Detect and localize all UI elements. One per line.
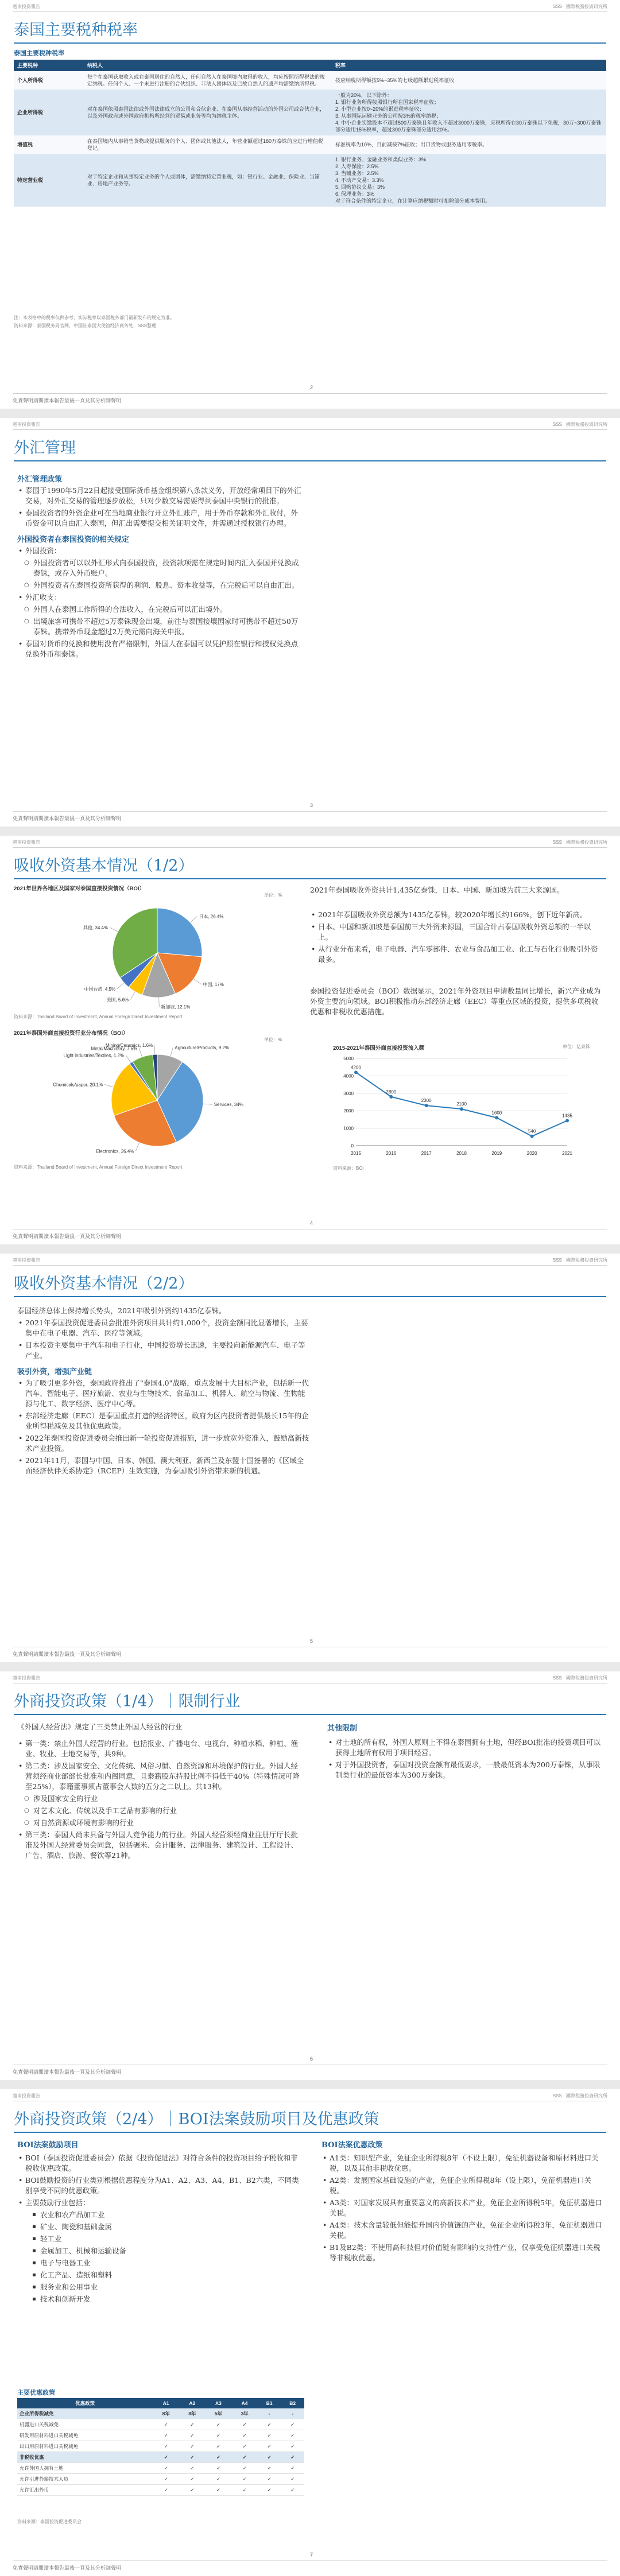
tax-table-header	[14, 60, 606, 71]
table-cell: -	[258, 2408, 281, 2419]
bullet-item: • 第一类：禁止外国人经营的行业。包括报业、广播电台、电视台、种植水稻、种植、渔业、牧业、土地交易等，共9种。	[17, 1739, 304, 1759]
data-point	[389, 1095, 393, 1099]
table-cell: 个人所得税	[14, 71, 84, 90]
other-restrictions-list	[327, 1736, 603, 1780]
column-header: A4	[231, 2398, 258, 2408]
table-cell: 出口用原材料进口关税减免	[17, 2441, 153, 2452]
pie-label: Metal/Machinery, 7.5%	[91, 1046, 138, 1052]
header-left: 越南投資報告	[13, 1258, 40, 1263]
boi-incentives-title: BOI法案优惠政策	[321, 2141, 383, 2150]
bullet-item: ○ 对自然资源或环境有影响的行业	[17, 1818, 304, 1828]
line-chart-title: 2015-2021年泰国外商直接投资流入额	[333, 1045, 425, 1052]
page-number: 2	[310, 385, 313, 390]
bullet-item: ▪ 金属加工、机械和运输设备	[17, 2246, 304, 2256]
table-cell: ✓	[179, 2485, 206, 2496]
data-point	[495, 1116, 498, 1119]
x-tick-label: 2020	[526, 1151, 537, 1156]
pie-leader-line	[110, 928, 118, 932]
table-cell: ✓	[206, 2463, 232, 2474]
page-footer	[13, 1638, 607, 1658]
pie1-unit: 单位：%	[264, 893, 282, 898]
title-rule	[14, 1714, 606, 1715]
footer-text: 免責聲明請閱讀本報告最後一頁及其分析師聲明	[13, 2069, 122, 2075]
data-point	[460, 1107, 463, 1111]
data-point	[425, 1104, 428, 1107]
table-cell: ✓	[231, 2474, 258, 2485]
bullet-item: ▪ 矿业、陶瓷和基础金属	[17, 2222, 304, 2232]
table-cell: 允许外国人拥有土地	[17, 2463, 153, 2474]
title-rule	[14, 42, 606, 44]
table-cell: ✓	[231, 2430, 258, 2441]
page-footer	[13, 802, 607, 822]
table-row	[17, 2430, 304, 2441]
y-tick-label: 5000	[343, 1056, 354, 1061]
bullet-item: • 东部经济走廊（EEC）是泰国重点打造的经济特区，政府为区内投资者提供最长15年的企业所得税减免及其他优惠政策。	[17, 1411, 310, 1431]
table-cell: 企业所得税减免	[17, 2408, 153, 2419]
bullet-item: • 主要鼓励行业包括：	[17, 2198, 304, 2208]
page-title: 吸收外资基本情况（2/2）	[14, 1275, 194, 1293]
table-cell: 8年	[179, 2408, 206, 2419]
table-cell: ✓	[281, 2485, 304, 2496]
table-cell: ✓	[179, 2474, 206, 2485]
table-cell: ✓	[231, 2485, 258, 2496]
line-chart-source: 资料来源：BOI	[333, 1166, 364, 1171]
y-tick-label: 1000	[343, 1126, 354, 1131]
table-cell: ✓	[258, 2485, 281, 2496]
table-cell: 非税收优惠	[17, 2452, 153, 2463]
incentive-table-header	[17, 2398, 304, 2408]
table-cell: 5年	[206, 2408, 232, 2419]
table-row	[17, 2419, 304, 2430]
data-label: 2300	[421, 1098, 432, 1104]
table-cell: ✓	[281, 2463, 304, 2474]
pie-leader-line	[139, 1048, 142, 1057]
pie-label: Chemicals/paper, 20.1%	[53, 1082, 103, 1088]
pie2-title: 2021年泰国外商直接投资行业分布情况（BOI）	[14, 1030, 129, 1037]
table-row	[14, 71, 606, 90]
bullet-item: • A2类：发展国家基础设施的产业，免征企业所得税8年（设上限），免征机器进口关税。	[321, 2175, 603, 2196]
bullet-item: ▪ 服务业和公用事业	[17, 2282, 304, 2292]
bullet-item: ○ 涉及国家安全的行业	[17, 1794, 304, 1804]
page-number: 6	[310, 2056, 313, 2062]
table-caption: 泰国主要税种税率	[14, 49, 64, 57]
pie-leader-line	[135, 1143, 139, 1151]
pie-label: 中国台湾, 4.5%	[84, 986, 116, 992]
other-restrictions-title: 其他限制	[327, 1724, 358, 1733]
bullet-item: • 2021年泰国投资促进委员会批准外资项目共计约1,000个，投资金额同比显著增长，主要集中在电子电器、汽车、医疗等领域。	[17, 1318, 310, 1339]
pie-label: 其他, 34.4%	[83, 925, 108, 930]
pie1-source: 资料来源：Thailand Board of Investment, Annual Foreign Direct Investment Report	[14, 1014, 183, 1019]
pie2-unit: 单位：%	[264, 1037, 282, 1042]
page-title: 吸收外资基本情况（1/2）	[14, 857, 194, 875]
pie-leader-line	[170, 1048, 173, 1056]
bullet-item: • 泰国于1990年5月22日起接受国际货币基金组织第八条款义务，开放经常项目下的外汇交易，对外汇交易的管理逐步放松，只对少数交易需要得到泰国中央银行的批准。	[17, 486, 304, 506]
header-left: 越南投資報告	[13, 840, 40, 845]
x-tick-label: 2018	[456, 1151, 467, 1156]
header-left: 越南投資報告	[13, 422, 40, 427]
footer-text: 免責聲明請閱讀本報告最後一頁及其分析師聲明	[13, 1651, 122, 1657]
pie-slice	[157, 908, 202, 957]
table-cell: 8年	[153, 2408, 179, 2419]
table-cell: ✓	[179, 2452, 206, 2463]
table-cell: ✓	[281, 2419, 304, 2430]
table-cell: ✓	[281, 2441, 304, 2452]
header-right: SSS · 國際稅務投資研究所	[552, 422, 607, 427]
pie-chart-source-countries	[14, 895, 301, 1010]
page-2	[0, 418, 620, 827]
table-cell: ✓	[258, 2452, 281, 2463]
table-cell: 机器进口关税减免	[17, 2419, 153, 2430]
column-header: 税率	[332, 60, 606, 71]
bullet-item: ○ 外国投资者可以以外汇形式向泰国投资，投资款项需在规定时间内汇入泰国并兑换成泰铢，或存入外币账户。	[17, 558, 304, 579]
data-label: 2800	[386, 1089, 397, 1095]
table-cell: ✓	[206, 2485, 232, 2496]
bullet-item: • 为了吸引更多外资，泰国政府推出了"泰国4.0"战略，重点发展十大目标产业，包括新一代汽车、智能电子、医疗旅游、农业与生物技术、食品加工、机器人、航空与物流、生物能源与化工、数字经济、医疗中心等。	[17, 1378, 310, 1409]
table-cell: ✓	[258, 2441, 281, 2452]
table-cell: ✓	[153, 2474, 179, 2485]
fx-content	[17, 468, 304, 659]
page-title: 泰国主要税种税率	[14, 21, 138, 39]
table-cell: ✓	[231, 2452, 258, 2463]
title-rule	[14, 1296, 606, 1297]
page-header	[13, 839, 607, 848]
bullet-item: • 泰国对货币的兑换和使用没有严格限制，外国人在泰国可以凭护照在银行和授权兑换点兑换外币和泰铢。	[17, 639, 304, 659]
title-rule	[14, 878, 606, 879]
table-row	[17, 2408, 304, 2419]
pie-label: Agriculture/Products, 9.2%	[175, 1045, 230, 1050]
bullet-item: • 对土地的所有权，外国人原则上不得在泰国拥有土地，但经BOI批准的投资项目可以获得土地所有权用于项目经营。	[327, 1737, 603, 1758]
table-cell: 标准税率为10%，目前减按7%征收；出口货物或服务适用零税率。	[332, 135, 606, 154]
bullet-item: • 2021年泰国吸收外资总额为1435亿泰铢，较2020年增长约166%，创下近年新高。	[310, 910, 603, 920]
table-cell: 增值税	[14, 135, 84, 154]
table-note: 注：本表格中的税率仅供参考，实际税率以泰国税务部门最新发布的规定为准。	[14, 315, 175, 320]
table-cell: ✓	[153, 2485, 179, 2496]
pie-label: 美国, 5.6%	[106, 997, 129, 1003]
line-chart-fdi	[333, 1053, 574, 1162]
table-cell: ✓	[231, 2441, 258, 2452]
x-tick-label: 2019	[491, 1151, 502, 1156]
table-cell: ✓	[281, 2474, 304, 2485]
table-row	[14, 135, 606, 154]
data-point	[565, 1119, 569, 1122]
table-cell: ✓	[153, 2452, 179, 2463]
pie-label: 日本, 26.4%	[199, 914, 224, 920]
fdi2-content	[17, 1304, 310, 1476]
data-label: 1435	[562, 1113, 572, 1119]
table-cell: ✓	[153, 2419, 179, 2430]
table-cell: 企业所得税	[14, 90, 84, 135]
table-cell: 研发用原材料进口关税减免	[17, 2430, 153, 2441]
bullet-item: ▪ 电子与电器工业	[17, 2258, 304, 2268]
pie-leader-line	[191, 917, 197, 923]
table-cell: ✓	[231, 2463, 258, 2474]
bullet-item: ○ 对艺术文化、传统以及手工艺品有影响的行业	[17, 1806, 304, 1816]
column-header: A2	[179, 2398, 206, 2408]
y-tick-label: 0	[351, 1143, 354, 1149]
table-source: 资料来源：泰国税务局官网，中国驻泰国大使馆经济商务处，SSS整理	[14, 323, 157, 328]
pie-leader-line	[159, 998, 160, 1007]
table-cell: -	[281, 2408, 304, 2419]
page-number: 3	[310, 802, 313, 808]
title-rule	[14, 460, 606, 461]
table-row	[14, 154, 606, 207]
bullet-item: • 外国投资：	[17, 546, 304, 556]
page-1	[0, 0, 620, 409]
table-row	[17, 2452, 304, 2463]
bullet-item: 泰国经济总体上保持增长势头，2021年吸引外资约1435亿泰铢。	[17, 1306, 226, 1315]
incentive-table	[17, 2398, 304, 2496]
column-header: A1	[153, 2398, 179, 2408]
bullet-item: ▪ 农业和农产品加工业	[17, 2210, 304, 2220]
bullet-item: ▪ 轻工业	[17, 2234, 304, 2244]
column-header: 优惠政策	[17, 2398, 153, 2408]
data-label: 4200	[351, 1065, 361, 1070]
section-heading: 外国投资者在泰国投资的相关规定	[17, 536, 130, 544]
pie-label: Electronics, 26.4%	[96, 1149, 134, 1154]
table-cell: ✓	[231, 2419, 258, 2430]
header-left: 越南投資報告	[13, 1675, 40, 1681]
title-rule	[14, 2132, 606, 2133]
data-label: 2100	[456, 1101, 467, 1107]
page-title: 外商投资政策（2/4）｜BOI法案鼓励项目及优惠政策	[14, 2111, 379, 2128]
bullet-item: • 第二类：涉及国家安全、文化传统、风俗习惯、自然资源和环境保护的行业。外国人经营须经商业部部长批准和内阁同意，且泰籍股东持股比例不得低于40%（特殊情况可降至25%），泰籍董事须占董事会人数的五分之二以上。共13种。	[17, 1761, 304, 1792]
page-6	[0, 2089, 620, 2576]
table-cell: 对于特定企业和从事特定业务的个人或团体，需缴纳特定营业税，如：银行业、金融业、保险业、当铺业、房地产业务等。	[84, 154, 332, 207]
page-header	[13, 2093, 607, 2101]
table-cell: ✓	[258, 2419, 281, 2430]
column-header: 主要税种	[14, 60, 84, 71]
restriction-list	[17, 1737, 304, 1861]
header-left: 越南投資報告	[13, 4, 40, 9]
pie2-source: 资料来源：Thailand Board of Investment, Annual Foreign Direct Investment Report	[14, 1165, 183, 1170]
bullet-item: • A3类：对国家发展具有重要意义的高新技术产业，免征企业所得税5年，免征机器进口关税。	[321, 2198, 603, 2218]
page-number: 5	[310, 1638, 313, 1644]
table-cell: 一般为20%，以下除外： 1. 银行业务所得按照银行所在国家税率征收； 2. 小型企业按0~20%的累进税率征收； 3. 从事国际运输业务的公司按3%的税率纳税； 4. 中小企业实缴股本不超过500万泰铢且年收入不超过3000万泰铢，应税所得在30万泰铢以下免税，30万~300万泰铢部分适用15%税率，超过300万泰铢部分适用20%。	[332, 90, 606, 135]
bullet-item: • 2022年泰国投资促进委员会推出新一轮投资促进措施，进一步放宽外资准入，鼓励高新技术产业投资。	[17, 1433, 310, 1454]
page-footer	[13, 2056, 607, 2075]
bullet-item: • A1类：知识型产业，免征企业所得税8年（不设上限），免征机器设备和原材料进口关税，以及其他非税收优惠。	[321, 2153, 603, 2174]
bullet-item: • 对于外国投资者，泰国对投资金额有最低要求，一般最低资本为200万泰铢，从事限制类行业的最低资本为300万泰铢。	[327, 1760, 603, 1780]
table-cell: ✓	[206, 2419, 232, 2430]
pie-label: Light industries/Textiles, 1.2%	[63, 1053, 125, 1058]
table-row	[17, 2441, 304, 2452]
bullet-item: • 外汇收支：	[17, 592, 304, 603]
pie-label: 中国, 17%	[203, 981, 224, 987]
page-header	[13, 421, 607, 430]
fdi-bullets	[310, 908, 603, 965]
page-title: 外汇管理	[14, 439, 76, 457]
bullet-item: ○ 外国投资者在泰国投资所获得的利润、股息、资本收益等，在完税后可以自由汇出。	[17, 580, 304, 591]
page-3	[0, 836, 620, 1244]
restriction-intro: 《外国人经营法》规定了三类禁止外国人经营的行业	[17, 1722, 183, 1731]
bullet-item: • BOI鼓励投资的行业类别根据优惠程度分为A1、A2、A3、A4、B1、B2六类，不同类别享受不同的优惠政策。	[17, 2175, 304, 2196]
fdi-intro: 2021年泰国吸收外资共计1,435亿泰铢，日本、中国、新加坡为前三大来源国。	[310, 886, 564, 894]
table-cell: ✓	[206, 2452, 232, 2463]
line-chart-unit: 单位：亿泰铢	[563, 1044, 590, 1049]
y-tick-label: 2000	[343, 1108, 354, 1114]
bullet-item: • A4类：技术含量较低但能提升国内价值链的产业，免征企业所得税3年，免征机器进口关税。	[321, 2220, 603, 2241]
y-tick-label: 4000	[343, 1073, 354, 1079]
page-5	[0, 1671, 620, 2080]
header-right: SSS · 國際稅務投資研究所	[552, 4, 607, 9]
table-cell: ✓	[179, 2463, 206, 2474]
x-tick-label: 2015	[351, 1151, 361, 1156]
bullet-item: • 2021年11月，泰国与中国、日本、韩国、澳大利亚、新西兰及东盟十国签署的《区域全面经济伙伴关系协定》（RCEP）生效实施，为泰国吸引外资带来新的机遇。	[17, 1456, 310, 1476]
page-footer	[13, 385, 607, 404]
bullet-item: ○ 出境旅客可携带不超过5万泰铢现金出境，前往与泰国接壤国家时可携带不超过50万泰铢。携带外币现金超过2万美元需向海关申报。	[17, 616, 304, 637]
boi-incentives-list	[321, 2151, 603, 2263]
bullet-item: • 日本投资主要集中于汽车和电子行业，中国投资增长迅速，主要投向新能源汽车、电子等产业。	[17, 1340, 310, 1361]
section-heading: 外汇管理政策	[17, 475, 63, 484]
table-cell: ✓	[206, 2474, 232, 2485]
bullet-item: • 从行业分布来看，电子电器、汽车零部件、农业与食品加工业、化工与石化行业吸引外资最多。	[310, 944, 603, 965]
bullet-item: • 日本、中国和新加坡是泰国前三大外资来源国，三国合计占泰国吸收外资总额的一半以上。	[310, 922, 603, 942]
table-cell: 3年	[231, 2408, 258, 2419]
bullet-item: • 泰国投资者的外资企业可在当地商业银行开立外汇账户，用于外币存款和外汇收付，外币资金可以自由汇入泰国，但汇出需要提交相关证明文件，并需通过授权银行办理。	[17, 508, 304, 529]
table-row	[14, 90, 606, 135]
pie-chart-industries	[14, 1040, 301, 1161]
header-right: SSS · 國際稅務投資研究所	[552, 1258, 607, 1263]
bullet-item: • B1及B2类：不使用高科技但对价值链有影响的支持性产业，仅享受免征机器进口关税等非税收优惠。	[321, 2243, 603, 2263]
header-right: SSS · 國際稅務投資研究所	[552, 2093, 607, 2098]
table-cell: 每个在泰国获取收入或在泰国居住的自然人，任何自然人在泰国境内取得的收入，均应按照所得税法的规定纳税。任何个人、一个未进行注册的合伙组织、非法人团体以及已故自然人的遗产均需缴纳所得税。	[84, 71, 332, 90]
table-cell: ✓	[281, 2430, 304, 2441]
page-title: 外商投资政策（1/4）｜限制行业	[14, 1693, 241, 1710]
pie-leader-line	[130, 992, 135, 1000]
page-number: 7	[310, 2552, 313, 2558]
pie-label: Mining/Ceramics, 1.6%	[105, 1043, 153, 1049]
header-right: SSS · 國際稅務投資研究所	[552, 1675, 607, 1681]
table-row	[17, 2463, 304, 2474]
bullet-item: ▪ 化工产品、造纸和塑料	[17, 2270, 304, 2280]
footer-text: 免責聲明請閱讀本報告最後一頁及其分析師聲明	[13, 816, 122, 821]
data-point	[354, 1070, 358, 1074]
table-cell: ✓	[179, 2430, 206, 2441]
data-label: 1600	[491, 1110, 502, 1116]
tax-table	[14, 60, 606, 207]
x-tick-label: 2016	[386, 1151, 397, 1156]
table-cell: 允许引进外籍技术人员	[17, 2474, 153, 2485]
table-row	[17, 2474, 304, 2485]
bullet-item: • 第三类：泰国人尚未具备与外国人竞争能力的行业。外国人经营须经商业注册厅厅长批准及外国人经营委员会同意，包括碾米、会计服务、法律服务、建筑设计、工程设计、广告、酒店、旅游、餐饮等21种。	[17, 1830, 304, 1861]
page-4	[0, 1254, 620, 1662]
column-header: A3	[206, 2398, 232, 2408]
boi-projects-title: BOI法案鼓励项目	[17, 2141, 79, 2150]
table-cell: 按应纳税所得额按5%~35%的七级超额累进税率征收	[332, 71, 606, 90]
page-header	[13, 3, 607, 12]
table-cell: ✓	[258, 2474, 281, 2485]
pie1-title: 2021年世界各地区及国家对泰国直接投资情况（BOI）	[14, 886, 145, 892]
bullet-item: ○ 外国人在泰国工作所得的合法收入，在完税后可以汇出境外。	[17, 604, 304, 615]
table-cell: 在泰国境内从事销售货物或提供服务的个人、团体或其他法人，年营业额超过180万泰铢的应进行增值税登记。	[84, 135, 332, 154]
page-header	[13, 1257, 607, 1266]
column-header: B1	[258, 2398, 281, 2408]
table-cell: ✓	[153, 2430, 179, 2441]
column-header: B2	[281, 2398, 304, 2408]
pie-label: Services, 34%	[214, 1102, 243, 1108]
table-cell: ✓	[153, 2441, 179, 2452]
table-cell: 对在泰国依照泰国法律或外国法律成立的公司和合伙企业、在泰国从事经营活动的外国公司或合伙企业，以及外国政府或外国政府机构所经营的贸易或业务等均为纳税主体。	[84, 90, 332, 135]
table-cell: ✓	[153, 2463, 179, 2474]
page-number: 4	[310, 1220, 313, 1226]
pie-leader-line	[126, 1055, 131, 1062]
data-point	[530, 1135, 534, 1138]
y-tick-label: 3000	[343, 1091, 354, 1096]
table-cell: 1. 银行业务、金融业务和类似业务：3% 2. 人寿保险：2.5% 3. 当铺业务：2.5% 4. 不动产交易：3.3% 5. 回购协议交易：3% 6. 保理业务：3% 对于符合条件的特定企业，在计算应纳税额时可扣除部分成本费用。	[332, 154, 606, 207]
table-cell: ✓	[258, 2430, 281, 2441]
column-header: 纳税人	[84, 60, 332, 71]
pie-label: 新加坡, 12.1%	[161, 1004, 191, 1010]
table-row	[17, 2485, 304, 2496]
table-cell: ✓	[281, 2452, 304, 2463]
incentive-table-caption: 主要优惠政策	[17, 2389, 55, 2396]
table-cell: ✓	[179, 2419, 206, 2430]
pie-leader-line	[154, 1045, 155, 1054]
x-tick-label: 2021	[562, 1151, 572, 1156]
bullet-item: ▪ 技术和创新开发	[17, 2294, 304, 2305]
header-left: 越南投資報告	[13, 2093, 40, 2098]
table-cell: ✓	[258, 2463, 281, 2474]
footer-text: 免責聲明請閱讀本報告最後一頁及其分析師聲明	[13, 1233, 122, 1239]
page-header	[13, 1675, 607, 1683]
page-footer	[13, 1220, 607, 1240]
x-tick-label: 2017	[421, 1151, 432, 1156]
page-footer	[13, 2552, 607, 2571]
footer-text: 免責聲明請閱讀本報告最後一頁及其分析師聲明	[13, 2565, 122, 2571]
table-cell: 特定营业税	[14, 154, 84, 207]
table-cell: ✓	[206, 2430, 232, 2441]
table-cell: ✓	[179, 2441, 206, 2452]
bullet-item: • BOI（泰国投资促进委员会）依据《投资促进法》对符合条件的投资项目给予税收和非税收优惠政策。	[17, 2153, 304, 2174]
section-heading: 吸引外资，增强产业链	[17, 1368, 92, 1376]
header-right: SSS · 國際稅務投資研究所	[552, 840, 607, 845]
incentive-table-source: 资料来源：泰国投资促进委员会	[17, 2519, 82, 2524]
pie-leader-line	[104, 1084, 113, 1087]
footer-text: 免責聲明請閱讀本報告最後一頁及其分析師聲明	[13, 398, 122, 404]
table-cell: ✓	[206, 2441, 232, 2452]
pie-leader-line	[193, 979, 201, 984]
fdi-text2: 泰国投资促进委员会（BOI）数据显示，2021年外资项目申请数量同比增长，新兴产业成为外资主要流向领域。BOI积极推动东部经济走廊（EEC）等重点区域的投资，提供多项税收优惠和非税收优惠措施。	[310, 987, 601, 1016]
boi-projects-list	[17, 2151, 304, 2305]
pie-leader-line	[117, 983, 124, 989]
data-label: 540	[528, 1128, 536, 1134]
table-cell: 允许汇出外币	[17, 2485, 153, 2496]
